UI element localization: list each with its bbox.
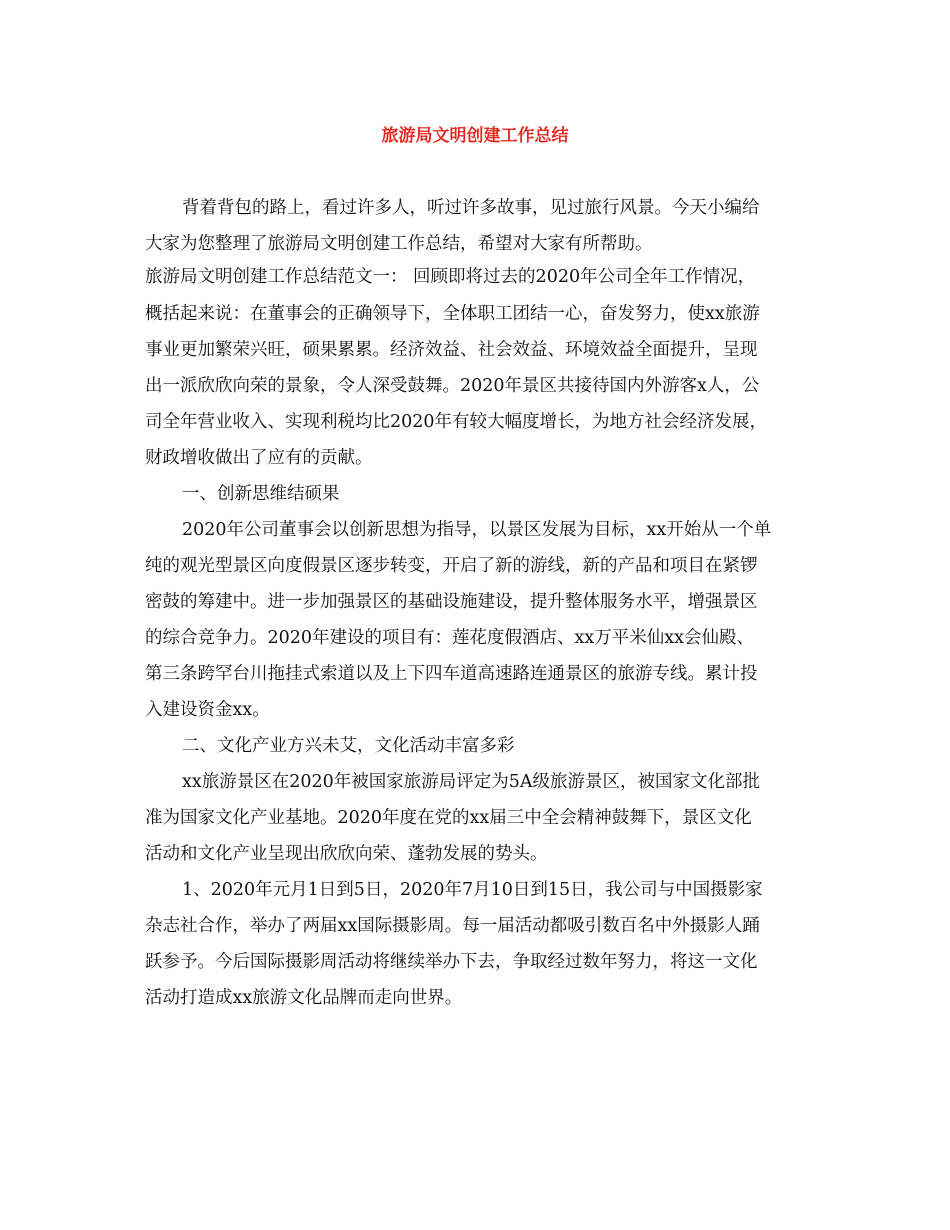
paragraph-line: 财政增收做出了应有的贡献。 — [145, 448, 373, 468]
paragraph-line: 事业更加繁荣兴旺，硕果累累。经济效益、社会效益、环境效益全面提升，呈现 — [145, 340, 758, 360]
paragraph-line: 1、2020年元月1日到5日，2020年7月10日到15日，我公司与中国摄影家 — [182, 880, 763, 900]
paragraph-line: 纯的观光型景区向度假景区逐步转变，开启了新的游线，新的产品和项目在紧锣 — [145, 556, 758, 576]
section-heading: 一、创新思维结硕果 — [182, 484, 340, 504]
paragraph-line: 跃参予。今后国际摄影周活动将继续举办下去，争取经过数年努力，将这一文化 — [145, 952, 758, 972]
paragraph-line: 大家为您整理了旅游局文明创建工作总结，希望对大家有所帮助。 — [145, 234, 653, 254]
section-heading: 二、文化产业方兴未艾，文化活动丰富多彩 — [182, 736, 515, 756]
paragraph-line: 活动打造成xx旅游文化品牌而走向世界。 — [145, 988, 463, 1008]
paragraph-line: 准为国家文化产业基地。2020年度在党的xx届三中全会精神鼓舞下，景区文化 — [145, 808, 752, 828]
paragraph-line: 活动和文化产业呈现出欣欣向荣、蓬勃发展的势头。 — [145, 844, 548, 864]
paragraph-line: 概括起来说：在董事会的正确领导下，全体职工团结一心，奋发努力，使xx旅游 — [145, 304, 760, 324]
paragraph-line: 入建设资金xx。 — [145, 700, 270, 720]
paragraph-line: 第三条跨罕台川拖挂式索道以及上下四车道高速路连通景区的旅游专线。累计投 — [145, 664, 758, 684]
document-title: 旅游局文明创建工作总结 — [381, 126, 569, 146]
paragraph-line: 背着背包的路上，看过许多人，听过许多故事，见过旅行风景。今天小编给 — [182, 198, 760, 218]
paragraph-line: xx旅游景区在2020年被国家旅游局评定为5A级旅游景区，被国家文化部批 — [182, 772, 761, 792]
paragraph-line: 出一派欣欣向荣的景象，令人深受鼓舞。2020年景区共接待国内外游客x人，公 — [145, 376, 760, 396]
paragraph-line: 旅游局文明创建工作总结范文一： 回顾即将过去的2020年公司全年工作情况， — [145, 267, 756, 287]
paragraph-line: 密鼓的筹建中。进一步加强景区的基础设施建设，提升整体服务水平，增强景区 — [145, 592, 758, 612]
paragraph-line: 的综合竞争力。2020年建设的项目有：莲花度假酒店、xx万平米仙xx会仙殿、 — [145, 628, 755, 648]
paragraph-line: 司全年营业收入、实现利税均比2020年有较大幅度增长，为地方社会经济发展， — [145, 412, 768, 432]
paragraph-line: 杂志社合作，举办了两届xx国际摄影周。每一届活动都吸引数百名中外摄影人踊 — [145, 916, 760, 936]
paragraph-line: 2020年公司董事会以创新思想为指导，以景区发展为目标，xx开始从一个单 — [182, 520, 772, 540]
